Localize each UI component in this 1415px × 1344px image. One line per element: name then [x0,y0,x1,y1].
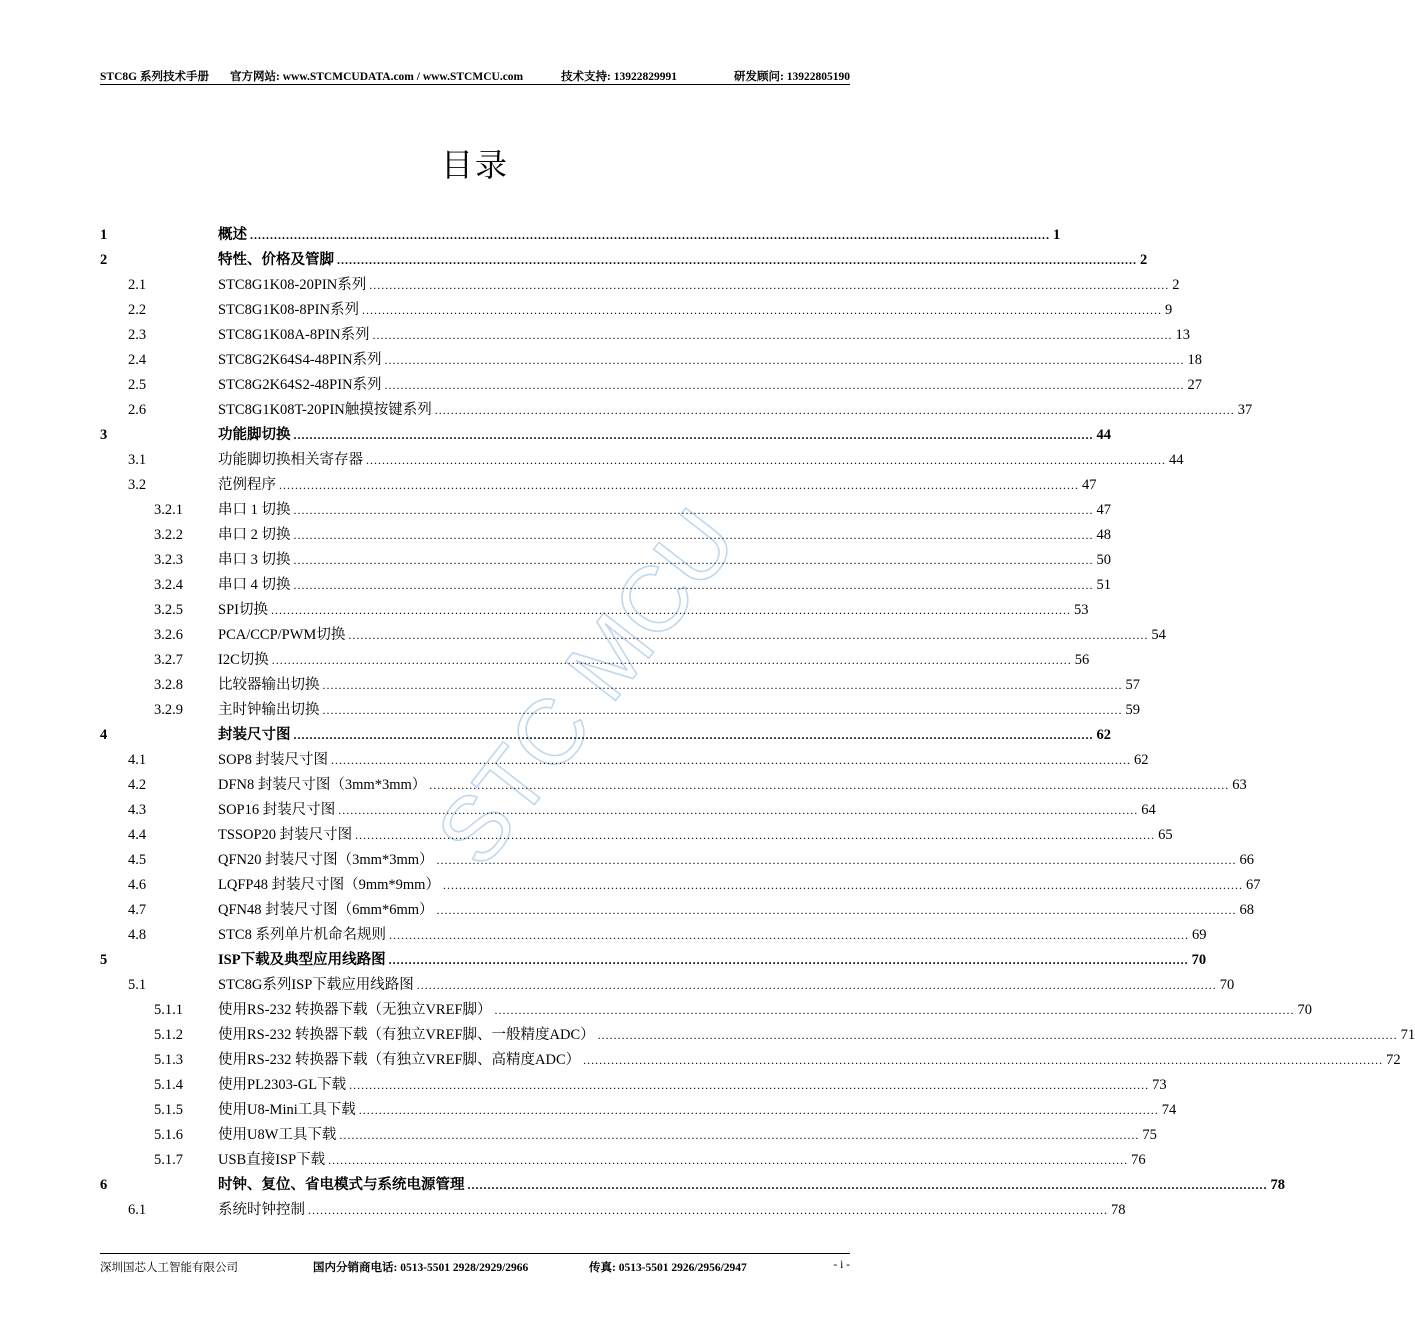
toc-entry-line [218,1198,1126,1223]
toc-dot-leader [437,898,1237,923]
toc-entry[interactable] [100,548,1111,573]
toc-entry-number: 3.2.2 [154,527,183,543]
toc-entry[interactable] [100,873,1261,898]
toc-entry-title: 概述 [218,227,247,243]
toc-entry-number: 2 [100,252,108,268]
toc-entry[interactable] [100,773,1247,798]
toc-entry-line [218,498,1111,523]
toc-entry[interactable] [100,623,1166,648]
toc-entry[interactable] [100,1098,1177,1123]
toc-entry-title: 串口 2 切换 [218,527,291,543]
toc-entry-line [218,398,1253,423]
toc-entry-line [218,523,1111,548]
toc-entry-number: 3.2.8 [154,677,183,693]
table-of-contents [100,223,1415,1223]
toc-dot-leader [598,1023,1398,1048]
toc-entry-line [218,373,1203,398]
toc-entry-page: 1 [1053,227,1061,243]
toc-dot-leader [443,873,1243,898]
toc-entry-line [218,1173,1285,1198]
toc-entry-page: 47 [1082,477,1097,493]
toc-entry[interactable] [100,298,1173,323]
toc-entry[interactable] [100,973,1235,998]
toc-entry-line [218,898,1254,923]
toc-entry-page: 9 [1164,302,1173,318]
toc-entry-number: 5.1.5 [154,1102,183,1118]
toc-entry-title: STC8G1K08T-20PIN触摸按键系列 [218,402,432,418]
toc-entry-title: 封装尺寸图 [218,727,291,743]
toc-entry-line [218,998,1313,1023]
toc-entry-page: 75 [1142,1127,1157,1143]
toc-entry-page: 57 [1125,677,1140,693]
watermark-text: STC MCU [417,490,756,884]
toc-entry-page: 13 [1175,327,1190,343]
toc-entry[interactable] [100,998,1313,1023]
toc-entry-title: 功能脚切换 [218,427,291,443]
toc-dot-leader [495,998,1295,1023]
toc-entry-title: SOP8 封装尺寸图 [218,752,328,768]
toc-entry-line [218,1048,1401,1073]
toc-entry-line [218,273,1180,298]
toc-entry-page: 70 [1191,952,1207,968]
toc-entry-number: 4.5 [128,852,147,868]
toc-entry-title: STC8G2K64S2-48PIN系列 [218,377,382,393]
footer-distributor-phone: 国内分销商电话: 0513-5501 2928/2929/2966 [313,1262,529,1274]
toc-entry[interactable] [100,848,1254,873]
toc-entry-page: 69 [1191,927,1207,943]
toc-entry[interactable] [100,723,1111,748]
toc-dot-leader [583,1048,1383,1073]
toc-entry-page: 68 [1239,902,1254,918]
toc-entry[interactable] [100,1048,1401,1073]
toc-entry-title: TSSOP20 封装尺寸图 [218,827,353,843]
toc-entry[interactable] [100,1198,1126,1223]
toc-entry[interactable] [100,1123,1157,1148]
toc-dot-leader [294,423,1094,448]
toc-entry-title: 功能脚切换相关寄存器 [218,452,363,468]
toc-entry-number: 2.3 [128,327,147,343]
toc-entry-line [218,573,1111,598]
toc-entry-title: USB直接ISP下载 [218,1152,326,1168]
toc-entry-line [218,698,1140,723]
toc-entry-page: 37 [1237,402,1253,418]
toc-dot-leader [272,648,1072,673]
toc-entry-line [218,223,1061,248]
page-footer [100,1253,850,1278]
toc-entry-page: 64 [1141,802,1156,818]
toc-dot-leader [355,823,1155,848]
toc-entry-number: 4.8 [128,927,147,943]
toc-entry[interactable] [100,948,1207,973]
toc-entry-number: 3.2.3 [154,552,183,568]
toc-entry-page: 18 [1187,352,1203,368]
toc-entry-page: 56 [1074,652,1090,668]
toc-dot-leader [339,1123,1139,1148]
toc-dot-leader [331,748,1131,773]
toc-dot-leader [338,798,1138,823]
toc-entry[interactable] [100,323,1190,348]
toc-entry-page: 27 [1187,377,1203,393]
toc-dot-leader [372,323,1172,348]
toc-entry-title: 范例程序 [218,477,276,493]
toc-dot-leader [429,773,1229,798]
toc-dot-leader [323,673,1123,698]
toc-dot-leader [349,1073,1149,1098]
toc-entry[interactable] [100,673,1140,698]
toc-entry-title: 串口 1 切换 [218,502,291,518]
toc-entry-number: 3.2.5 [154,602,183,618]
toc-entry-number: 3.1 [128,452,147,468]
page-header [100,68,850,85]
toc-entry-line [218,623,1166,648]
toc-entry-line [218,648,1090,673]
toc-entry[interactable] [100,748,1149,773]
toc-entry-page: 2 [1172,277,1180,293]
toc-entry[interactable] [100,523,1111,548]
toc-entry-number: 5.1.7 [154,1152,183,1168]
toc-entry-number: 3.2.6 [154,627,183,643]
toc-entry-number: 6 [100,1177,108,1193]
toc-entry-number: 3.2.4 [154,577,183,593]
toc-entry-line [218,423,1111,448]
toc-entry-line [218,923,1207,948]
toc-entry-title: STC8 系列单片机命名规则 [218,927,386,943]
toc-entry[interactable] [100,348,1203,373]
toc-entry-number: 3.2.1 [154,502,183,518]
toc-entry[interactable] [100,1073,1167,1098]
toc-entry-line [218,673,1140,698]
toc-entry-page: 70 [1219,977,1235,993]
toc-entry-number: 5 [100,952,108,968]
toc-entry-number: 2.5 [128,377,147,393]
toc-entry-title: STC8G1K08A-8PIN系列 [218,327,370,343]
toc-entry-number: 4 [100,727,108,743]
toc-entry-page: 44 [1096,427,1111,443]
toc-entry-title: LQFP48 封装尺寸图（9mm*9mm） [218,877,440,893]
toc-entry[interactable] [100,823,1173,848]
footer-fax: 传真: 0513-5501 2926/2956/2947 [589,1262,747,1274]
toc-entry-number: 4.7 [128,902,147,918]
toc-dot-leader [385,373,1185,398]
toc-dot-leader [435,398,1235,423]
toc-entry-title: STC8G2K64S4-48PIN系列 [218,352,382,368]
toc-entry[interactable] [100,423,1111,448]
toc-entry-title: 系统时钟控制 [218,1202,305,1218]
toc-dot-leader [271,598,1071,623]
toc-entry[interactable] [100,573,1111,598]
toc-entry-title: I2C切换 [218,652,269,668]
toc-entry-title: PCA/CCP/PWM切换 [218,627,346,643]
toc-entry-number: 5.1.4 [154,1077,183,1093]
toc-entry-number: 3 [100,427,108,443]
toc-entry[interactable] [100,223,1061,248]
footer-page-number: - i - [833,1259,850,1271]
toc-entry-page: 53 [1073,602,1089,618]
toc-dot-leader [362,298,1162,323]
toc-dot-leader [348,623,1148,648]
toc-entry[interactable] [100,473,1097,498]
toc-entry-page: 50 [1096,552,1111,568]
toc-dot-leader [369,273,1169,298]
toc-entry-line [218,1098,1177,1123]
toc-dot-leader [308,1198,1108,1223]
toc-entry-title: 使用RS-232 转换器下载（有独立VREF脚、一般精度ADC） [218,1027,595,1043]
toc-entry-title: SOP16 封装尺寸图 [218,802,336,818]
toc-entry-line [218,348,1203,373]
toc-entry-number: 6.1 [128,1202,147,1218]
toc-entry-page: 63 [1232,777,1247,793]
toc-entry-line [218,1073,1167,1098]
toc-entry-title: 时钟、复位、省电模式与系统电源管理 [218,1177,465,1193]
toc-entry[interactable] [100,448,1184,473]
toc-entry-page: 65 [1158,827,1173,843]
toc-entry[interactable] [100,248,1148,273]
toc-entry-title: 比较器输出切换 [218,677,320,693]
toc-entry-page: 47 [1096,502,1111,518]
toc-entry-number: 3.2.9 [154,702,183,718]
toc-entry-number: 5.1.6 [154,1127,183,1143]
toc-entry-number: 5.1.1 [154,1002,183,1018]
toc-entry-line [218,1123,1157,1148]
toc-entry-line [218,823,1173,848]
toc-dot-leader [294,498,1094,523]
toc-dot-leader [417,973,1217,998]
toc-entry-line [218,798,1156,823]
page-title: 目录 [440,146,509,184]
toc-dot-leader [389,923,1189,948]
toc-entry-number: 4.3 [128,802,147,818]
toc-entry-page: 78 [1270,1177,1285,1193]
header-manual-title: STC8G 系列技术手册 [100,71,209,83]
toc-entry-page: 74 [1161,1102,1177,1118]
toc-dot-leader [328,1148,1128,1173]
toc-entry-title: 使用U8-Mini工具下载 [218,1102,356,1118]
toc-entry-page: 78 [1111,1202,1126,1218]
toc-entry-title: SPI切换 [218,602,268,618]
toc-entry-title: QFN48 封装尺寸图（6mm*6mm） [218,902,434,918]
toc-entry-title: 特性、价格及管脚 [218,252,334,268]
toc-entry-title: STC8G1K08-8PIN系列 [218,302,359,318]
toc-entry[interactable] [100,798,1156,823]
toc-dot-leader [294,573,1094,598]
toc-dot-leader [359,1098,1159,1123]
toc-entry-line [218,298,1173,323]
toc-entry-number: 4.4 [128,827,147,843]
toc-dot-leader [294,723,1094,748]
toc-entry[interactable] [100,1023,1415,1048]
toc-entry-line [218,323,1190,348]
toc-entry[interactable] [100,1148,1146,1173]
toc-entry-line [218,723,1111,748]
header-support-phone: 技术支持: 13922829991 [561,71,677,83]
toc-entry-page: 51 [1096,577,1111,593]
toc-entry-line [218,848,1254,873]
footer-company: 深圳国芯人工智能有限公司 [100,1262,238,1274]
toc-entry-page: 73 [1152,1077,1167,1093]
toc-entry[interactable] [100,598,1089,623]
toc-entry[interactable] [100,898,1254,923]
toc-entry-number: 4.1 [128,752,147,768]
toc-dot-leader [337,248,1137,273]
toc-entry-title: 串口 3 切换 [218,552,291,568]
toc-entry-page: 59 [1125,702,1140,718]
toc-entry-number: 2.2 [128,302,147,318]
toc-entry-title: ISP下载及典型应用线路图 [218,952,386,968]
toc-entry-line [218,473,1097,498]
toc-dot-leader [250,223,1050,248]
toc-entry-title: 使用RS-232 转换器下载（有独立VREF脚、高精度ADC） [218,1052,581,1068]
header-website: 官方网站: www.STCMCUDATA.com / www.STCMCU.com [230,71,524,83]
toc-entry[interactable] [100,498,1111,523]
toc-dot-leader [279,473,1079,498]
toc-dot-leader [294,548,1094,573]
toc-entry-number: 5.1.3 [154,1052,183,1068]
toc-entry-page: 54 [1151,627,1166,643]
toc-entry[interactable] [100,373,1203,398]
toc-entry-page: 71 [1400,1027,1415,1043]
toc-entry-title: 使用RS-232 转换器下载（无独立VREF脚） [218,1002,492,1018]
toc-entry-line [218,598,1089,623]
toc-entry-number: 4.2 [128,777,147,793]
toc-entry-title: QFN20 封装尺寸图（3mm*3mm） [218,852,434,868]
toc-entry-page: 62 [1096,727,1111,743]
toc-entry-number: 3.2.7 [154,652,183,668]
toc-dot-leader [437,848,1237,873]
toc-entry-number: 1 [100,227,108,243]
toc-entry-line [218,548,1111,573]
toc-entry-page: 44 [1169,452,1184,468]
toc-entry-page: 48 [1096,527,1111,543]
toc-entry-line [218,1023,1415,1048]
toc-entry-page: 62 [1133,752,1149,768]
toc-entry-title: 主时钟输出切换 [218,702,320,718]
toc-entry-line [218,248,1148,273]
toc-dot-leader [323,698,1123,723]
toc-entry-number: 4.6 [128,877,147,893]
toc-entry-number: 2.6 [128,402,147,418]
toc-entry[interactable] [100,648,1090,673]
toc-entry-title: 串口 4 切换 [218,577,291,593]
toc-entry[interactable] [100,698,1140,723]
toc-entry-line [218,1148,1146,1173]
toc-dot-leader [385,348,1185,373]
toc-entry-number: 3.2 [128,477,147,493]
toc-entry-line [218,448,1184,473]
toc-dot-leader [468,1173,1268,1198]
toc-entry[interactable] [100,273,1180,298]
toc-entry-line [218,973,1235,998]
header-consultant-phone: 研发顾问: 13922805190 [734,71,850,83]
toc-entry-line [218,773,1247,798]
toc-entry-title: STC8G1K08-20PIN系列 [218,277,367,293]
toc-entry-title: 使用U8W工具下载 [218,1127,337,1143]
toc-dot-leader [294,523,1094,548]
toc-entry[interactable] [100,1173,1285,1198]
toc-entry-page: 70 [1297,1002,1313,1018]
toc-entry-title: STC8G系列ISP下载应用线路图 [218,977,414,993]
toc-entry-number: 5.1.2 [154,1027,183,1043]
toc-entry-number: 2.4 [128,352,147,368]
toc-entry-number: 2.1 [128,277,147,293]
toc-entry-line [218,948,1207,973]
toc-entry-title: 使用PL2303-GL下载 [218,1077,347,1093]
toc-dot-leader [366,448,1166,473]
toc-entry-number: 5.1 [128,977,147,993]
toc-entry-page: 67 [1245,877,1261,893]
toc-entry[interactable] [100,923,1207,948]
toc-entry-line [218,873,1261,898]
toc-entry-line [218,748,1149,773]
toc-entry[interactable] [100,398,1253,423]
toc-entry-page: 76 [1131,1152,1146,1168]
toc-entry-title: DFN8 封装尺寸图（3mm*3mm） [218,777,427,793]
toc-entry-page: 72 [1386,1052,1401,1068]
toc-entry-page: 66 [1239,852,1254,868]
toc-entry-page: 2 [1140,252,1148,268]
toc-dot-leader [389,948,1189,973]
